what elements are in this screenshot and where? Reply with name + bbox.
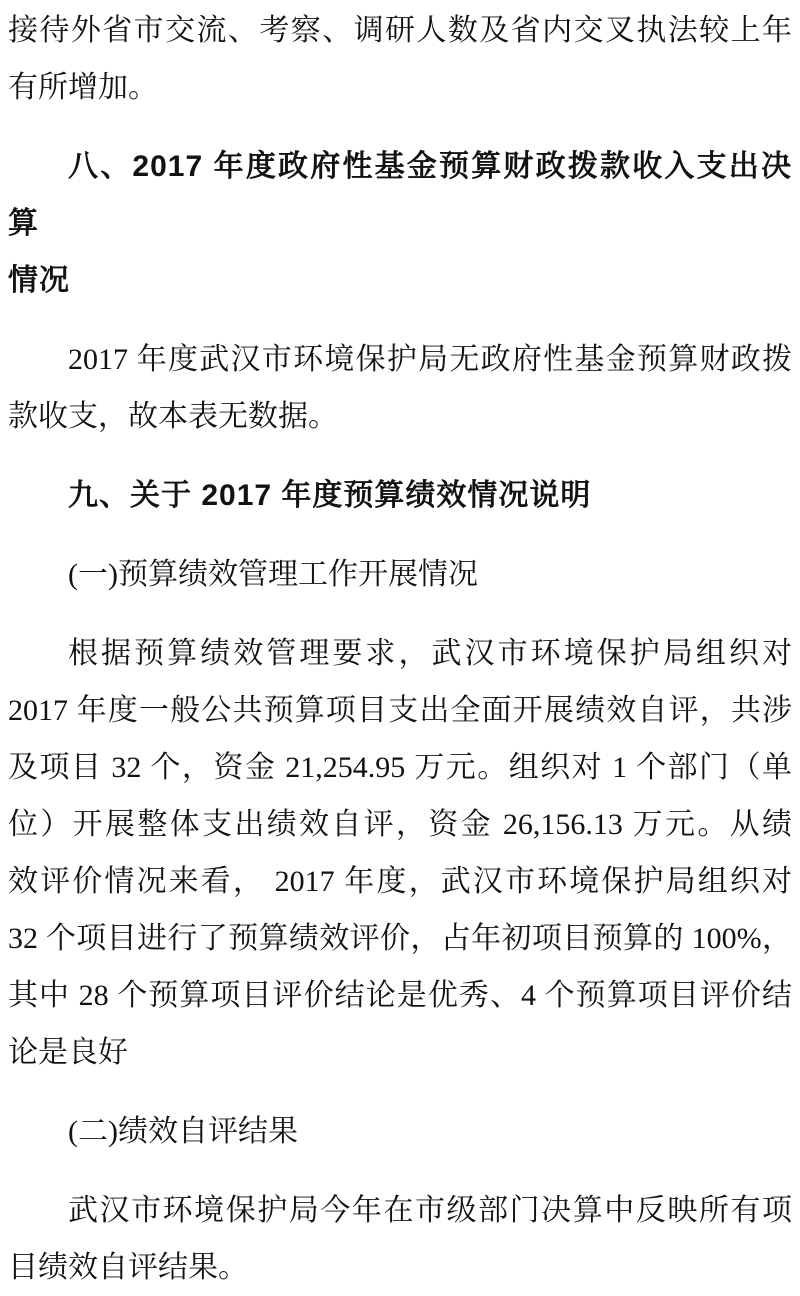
heading-line: 八、2017 年度政府性基金预算财政拨款收入支出决算 <box>8 150 792 240</box>
text-line: 目绩效自评结果。 <box>8 1251 248 1284</box>
subheading-performance-management <box>8 546 792 603</box>
paragraph-self-evaluation-body <box>8 1182 792 1296</box>
text-line: 2017 年度武汉市环境保护局无政府性基金预算财政拨 <box>68 343 792 376</box>
text-line: 款收支，故本表无数据。 <box>8 400 338 433</box>
paragraph-section-eight-body <box>8 331 792 445</box>
text-line: 位）开展整体支出绩效自评，资金 26,156.13 万元。从绩 <box>8 808 792 841</box>
text-line: 接待外省市交流、考察、调研人数及省内交叉执法较上年 <box>8 14 792 47</box>
paragraph-intro-continuation <box>8 2 792 116</box>
text-line: 武汉市环境保护局今年在市级部门决算中反映所有项 <box>68 1194 792 1227</box>
text-line: 及项目 32 个，资金 21,254.95 万元。组织对 1 个部门（单 <box>8 751 792 784</box>
text-line: 32 个项目进行了预算绩效评价，占年初项目预算的 100%， <box>8 922 792 955</box>
heading-section-nine <box>8 467 792 524</box>
text-line: 根据预算绩效管理要求，武汉市环境保护局组织对 <box>68 637 792 670</box>
text-line: 有所增加。 <box>8 71 158 104</box>
text-line: 论是良好 <box>8 1036 128 1069</box>
text-line: 2017 年度一般公共预算项目支出全面开展绩效自评，共涉 <box>8 694 792 727</box>
paragraph-performance-management-body <box>8 625 792 1081</box>
heading-line: 九、关于 2017 年度预算绩效情况说明 <box>68 479 592 512</box>
text-line: 其中 28 个预算项目评价结论是优秀、4 个预算项目评价结 <box>8 979 792 1012</box>
heading-section-eight <box>8 138 792 309</box>
subheading-self-evaluation-results <box>8 1103 792 1160</box>
text-line: (一)预算绩效管理工作开展情况 <box>68 558 478 591</box>
text-line: (二)绩效自评结果 <box>68 1115 298 1148</box>
heading-line: 情况 <box>8 264 70 297</box>
text-line: 效评价情况来看， 2017 年度，武汉市环境保护局组织对 <box>8 865 792 898</box>
